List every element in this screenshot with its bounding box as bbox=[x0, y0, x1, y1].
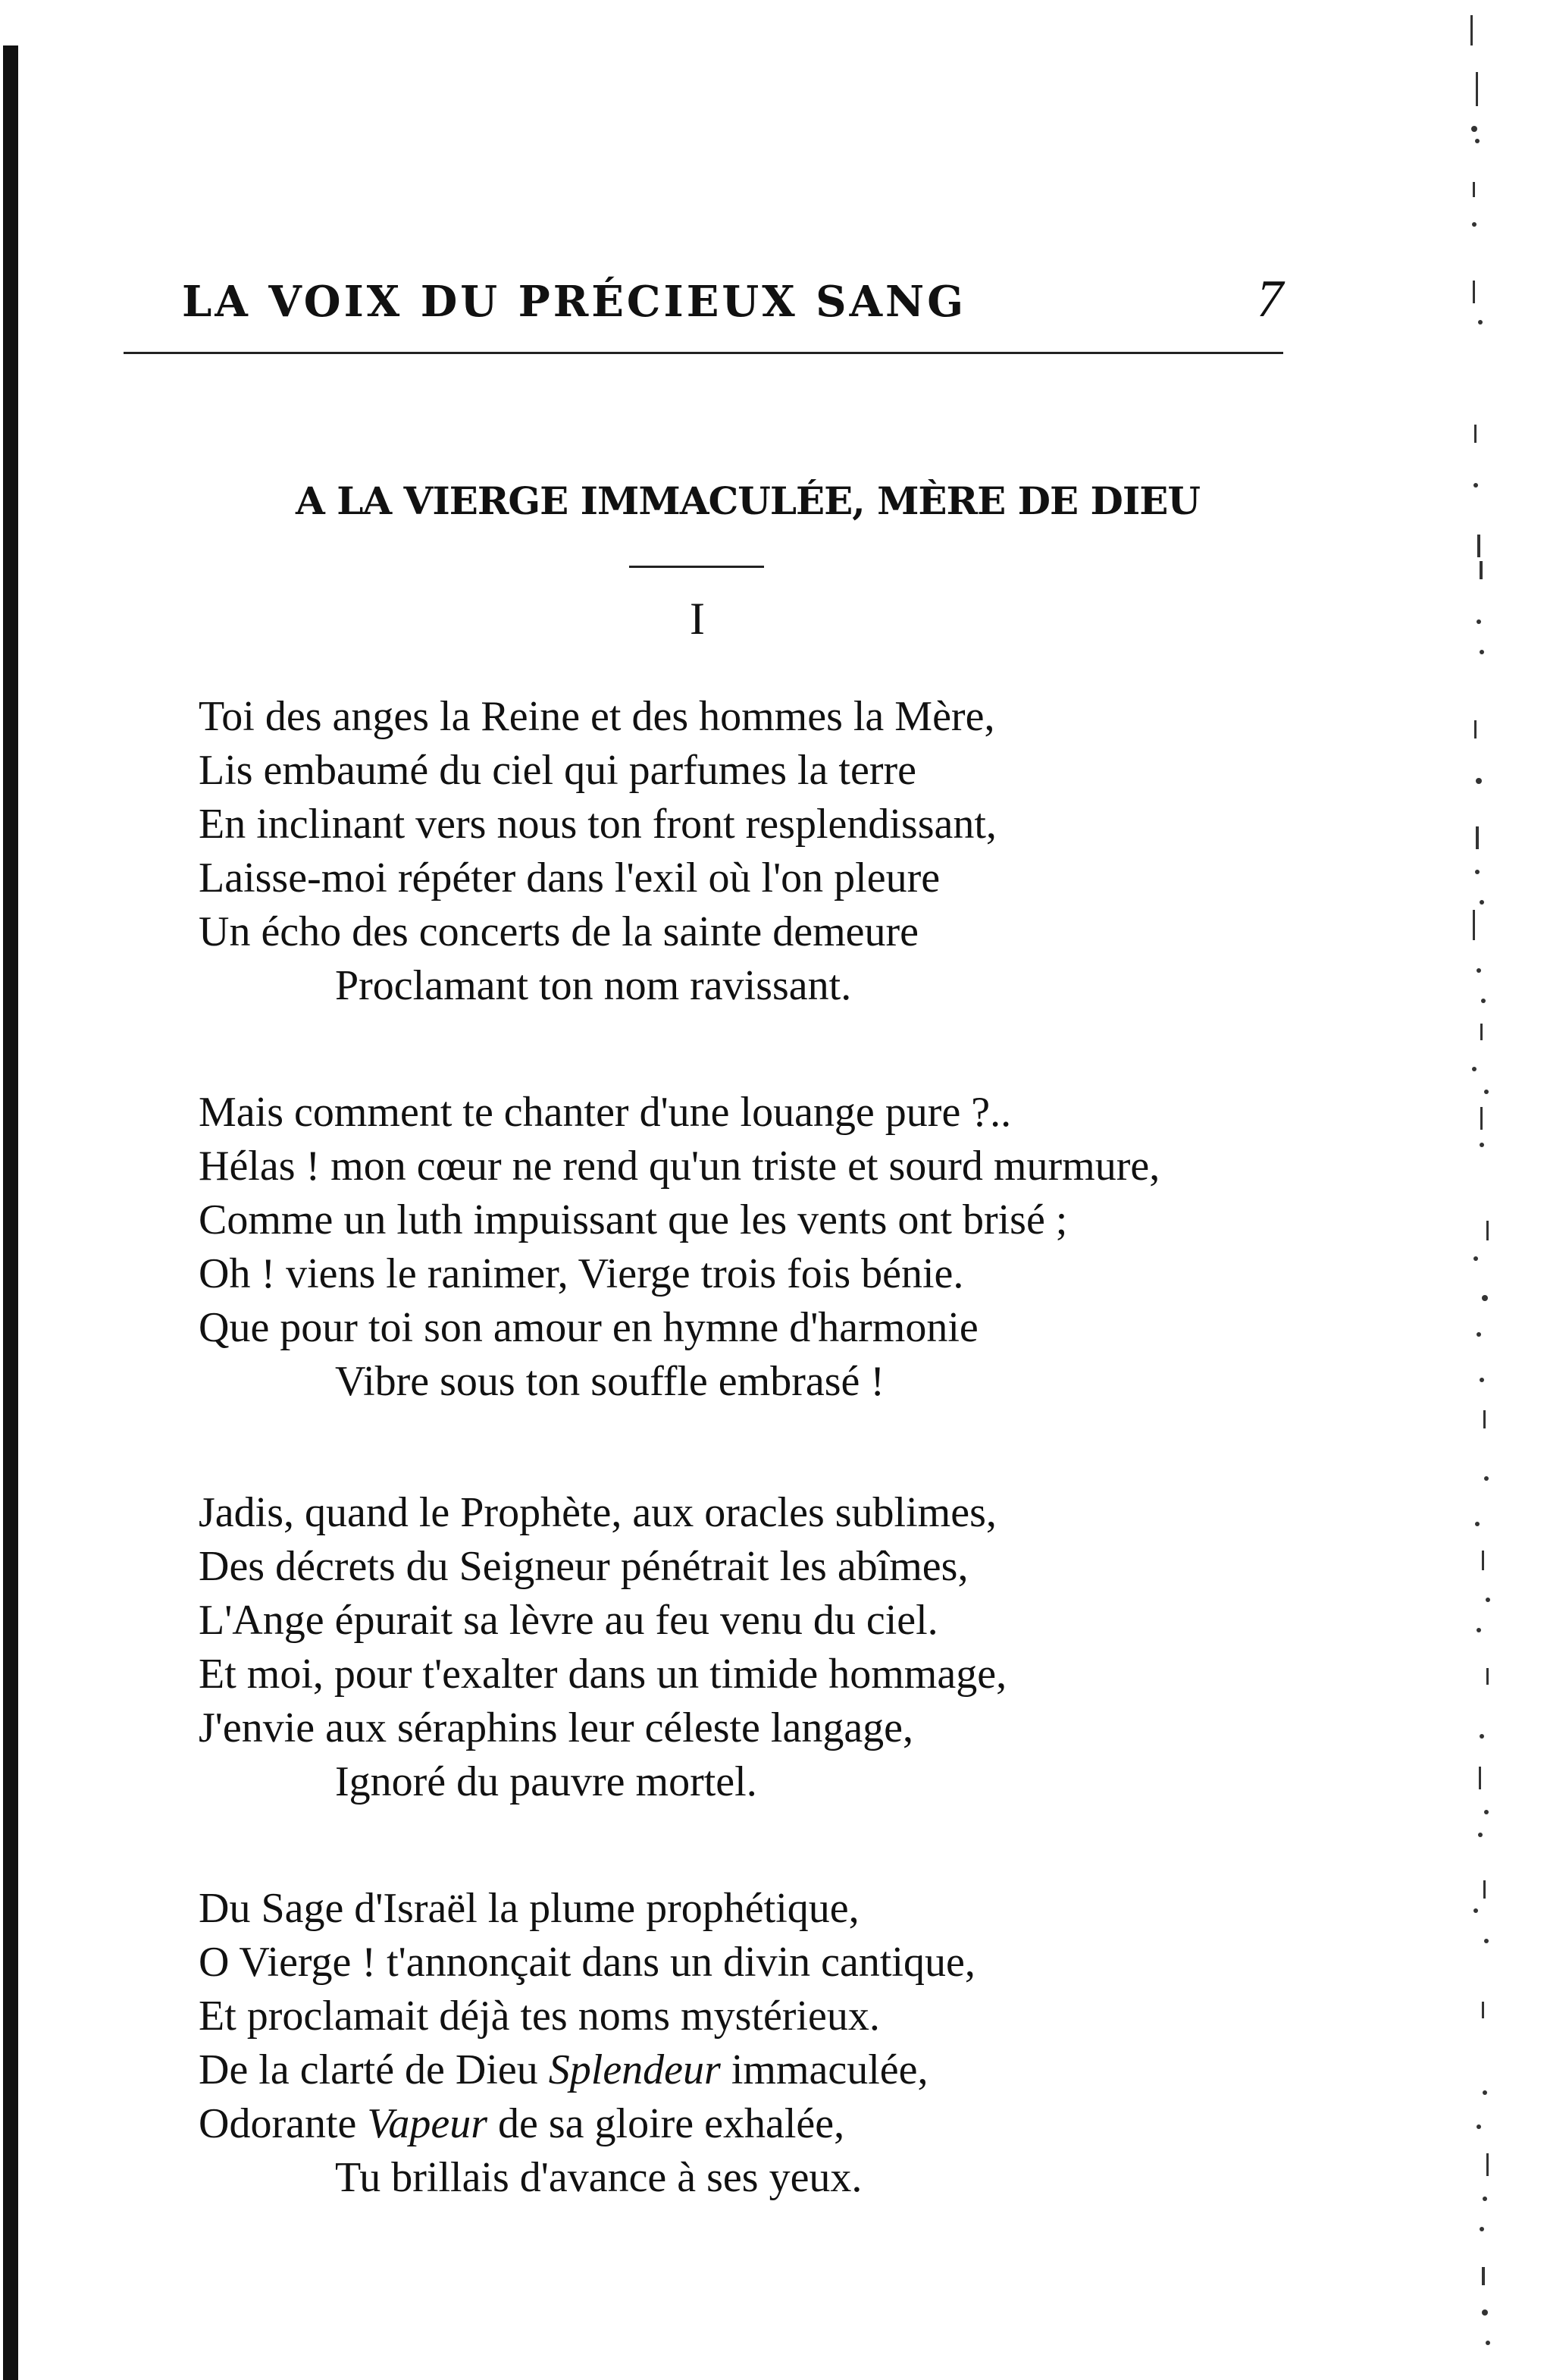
verse-line: Comme un luth impuissant que les vents ont brisé ; bbox=[199, 1196, 1068, 1243]
verse-line: Toi des anges la Reine et des hommes la Mère, bbox=[199, 693, 995, 740]
verse-line-indented: Proclamant ton nom ravissant. bbox=[335, 962, 852, 1009]
verse-line: Odorante Vapeur de sa gloire exhalée, bbox=[199, 2100, 845, 2147]
verse-line: Des décrets du Seigneur pénétrait les abîmes, bbox=[199, 1543, 969, 1590]
stanza-3 bbox=[199, 1486, 1336, 1809]
verse-line-indented: Ignoré du pauvre mortel. bbox=[335, 1758, 757, 1805]
verse-line: L'Ange épurait sa lèvre au feu venu du ciel. bbox=[199, 1597, 938, 1644]
verse-line-indented: Tu brillais d'avance à ses yeux. bbox=[335, 2154, 863, 2201]
verse-line: Laisse-moi répéter dans l'exil où l'on pleure bbox=[199, 854, 941, 902]
running-header bbox=[182, 265, 1289, 334]
verse-line: Mais comment te chanter d'une louange pure ?.. bbox=[199, 1089, 1012, 1136]
stanza-4 bbox=[199, 1882, 1336, 2205]
verse-line: Que pour toi son amour en hymne d'harmonie bbox=[199, 1304, 979, 1351]
verse-line: J'envie aux séraphins leur céleste langage, bbox=[199, 1704, 914, 1751]
verse-line-indented: Vibre sous ton souffle embrasé ! bbox=[335, 1358, 885, 1405]
verse-line: Un écho des concerts de la sainte demeure bbox=[199, 908, 919, 955]
verse-line: En inclinant vers nous ton front resplendissant, bbox=[199, 801, 997, 848]
title-divider bbox=[629, 566, 764, 568]
stanza-2 bbox=[199, 1086, 1336, 1409]
scan-margin-specks bbox=[1459, 0, 1542, 2380]
verse-line: Du Sage d'Israël la plume prophétique, bbox=[199, 1885, 860, 1932]
poem-title: A LA VIERGE IMMACULÉE, MÈRE DE DIEU bbox=[296, 478, 1200, 523]
italic-word: Splendeur bbox=[548, 2046, 721, 2093]
verse-line: O Vierge ! t'annonçait dans un divin cantique, bbox=[199, 1939, 975, 1986]
verse-line: Lis embaumé du ciel qui parfumes la terre bbox=[199, 747, 916, 794]
italic-word: Vapeur bbox=[367, 2100, 488, 2147]
stanza-1 bbox=[199, 690, 1336, 1013]
verse-line: Et moi, pour t'exalter dans un timide hommage, bbox=[199, 1651, 1007, 1698]
verse-line: Et proclamait déjà tes noms mystérieux. bbox=[199, 1993, 880, 2040]
verse-line: Hélas ! mon cœur ne rend qu'un triste et sourd murmure, bbox=[199, 1143, 1160, 1190]
page-edge-shadow bbox=[3, 45, 18, 2380]
page-number: 7 bbox=[1257, 270, 1283, 328]
verse-line: Jadis, quand le Prophète, aux oracles sublimes, bbox=[199, 1489, 997, 1536]
section-numeral: I bbox=[690, 594, 705, 644]
header-rule bbox=[124, 352, 1283, 354]
running-title: LA VOIX DU PRÉCIEUX SANG bbox=[182, 277, 967, 327]
verse-line: Oh ! viens le ranimer, Vierge trois fois bénie. bbox=[199, 1250, 964, 1297]
verse-line: De la clarté de Dieu Splendeur immaculée, bbox=[199, 2046, 929, 2093]
